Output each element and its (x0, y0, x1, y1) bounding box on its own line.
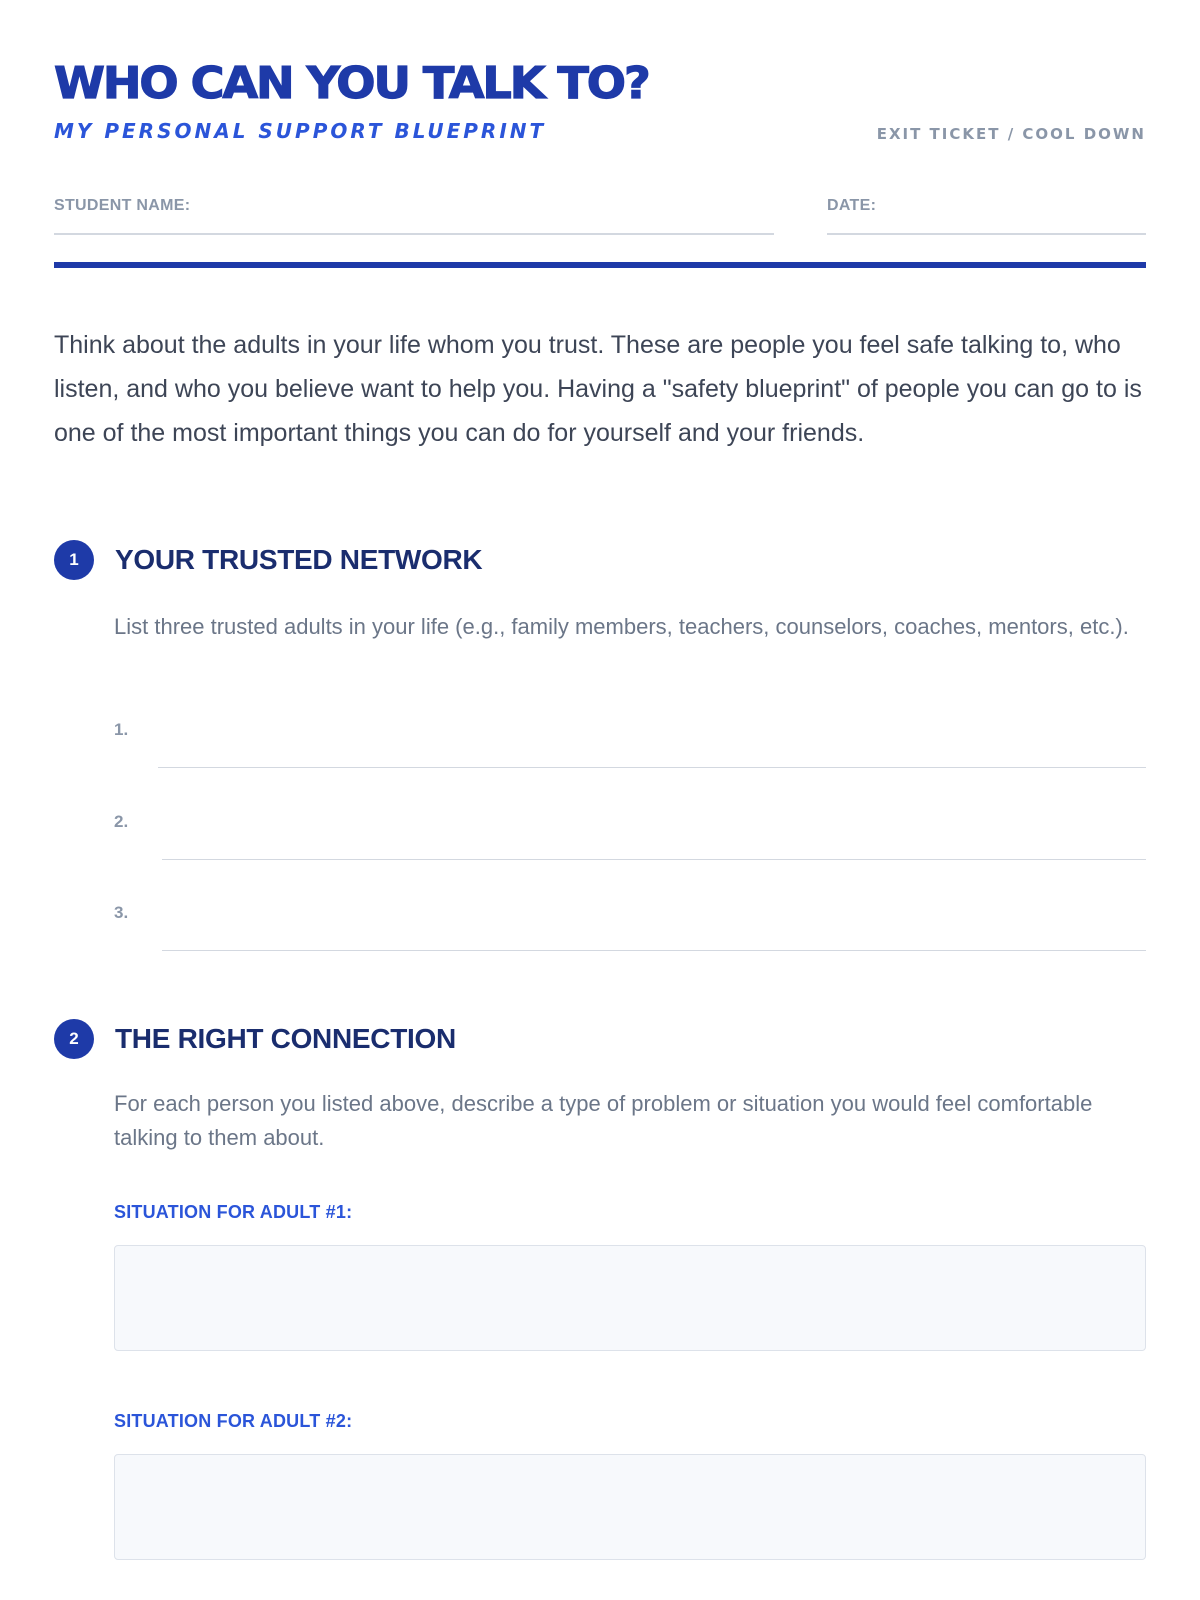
situation-1-label: SITUATION FOR ADULT #1: (114, 1202, 353, 1222)
section-1-title: YOUR TRUSTED NETWORK (115, 544, 483, 575)
worksheet-page (54, 0, 1146, 1600)
date-field[interactable] (827, 195, 1146, 235)
section-1-description: List three trusted adults in your life (e.g., family members, teachers, counselors, coaches, mentors, etc.). (114, 614, 1129, 639)
section-2-title: THE RIGHT CONNECTION (115, 1023, 456, 1054)
date-label: DATE: (827, 197, 877, 214)
answer-line[interactable] (158, 767, 1146, 768)
answer-line[interactable] (162, 859, 1146, 860)
header (54, 0, 1146, 160)
page-subtitle: MY PERSONAL SUPPORT BLUEPRINT (54, 119, 547, 143)
student-name-field[interactable] (54, 195, 774, 235)
student-name-label: STUDENT NAME: (54, 197, 191, 214)
section-1-number-badge: 1 (54, 540, 94, 580)
list-number: 1. (114, 720, 129, 739)
list-number: 2. (114, 812, 129, 831)
worksheet-type-tag: EXIT TICKET / COOL DOWN (876, 125, 1146, 143)
situation-2-label: SITUATION FOR ADULT #2: (114, 1411, 353, 1431)
section-2-description: For each person you listed above, describe a type of problem or situation you would feel comfortable talking to them about. (114, 1091, 1093, 1150)
list-number: 3. (114, 903, 129, 922)
situation-1-textarea[interactable] (114, 1245, 1146, 1351)
intro-paragraph: Think about the adults in your life whom you trust. These are people you feel safe talking to, who listen, and who you believe want to help you. Having a "safety blueprint" of people you can go to is one of the most important things you can do for yourself and your friends. (54, 331, 1142, 447)
section-2-number-badge: 2 (54, 1019, 94, 1059)
header-divider (54, 262, 1146, 268)
trusted-adult-row-3[interactable] (114, 891, 1146, 951)
trusted-adult-row-1[interactable] (114, 708, 1146, 768)
section-2-header (54, 1019, 456, 1059)
situation-2-textarea[interactable] (114, 1454, 1146, 1560)
section-1-header (54, 540, 482, 580)
page-title: WHO CAN YOU TALK TO? (54, 58, 649, 109)
answer-line[interactable] (162, 950, 1146, 951)
trusted-adult-row-2[interactable] (114, 800, 1146, 860)
